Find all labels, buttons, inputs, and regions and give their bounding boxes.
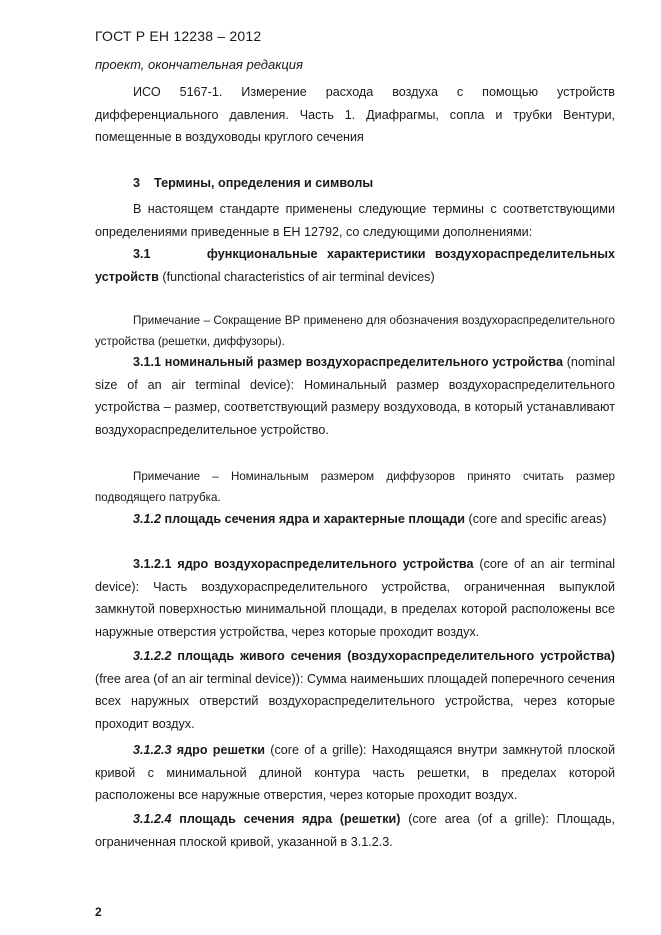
term-number: 3.1.1 bbox=[133, 355, 162, 369]
section-heading bbox=[133, 176, 373, 190]
note-1 bbox=[95, 311, 615, 352]
term-english: (core of a grille): bbox=[270, 743, 367, 757]
term-3-1-2-1 bbox=[95, 553, 615, 644]
document-title: ГОСТ Р ЕН 12238 – 2012 bbox=[95, 28, 262, 44]
note-text: Примечание – Сокращение ВР применено для обозначения воздухораспределительного устройства (решетки, диффузоры). bbox=[95, 314, 615, 348]
term-3-1-2-2 bbox=[95, 645, 615, 736]
note-text: Примечание – Номинальным размером диффузоров принято считать размер подводящего патрубка. bbox=[95, 470, 615, 504]
section-intro bbox=[95, 198, 615, 243]
term-3-1-2-4 bbox=[95, 808, 615, 853]
section-title: Термины, определения и символы bbox=[154, 176, 374, 190]
term-3-1-2-3 bbox=[95, 739, 615, 807]
term-number: 3.1.2.3 bbox=[133, 743, 172, 757]
term-title: площадь живого сечения (воздухораспределительного устройства) bbox=[177, 649, 615, 663]
term-english: (core and specific areas) bbox=[468, 512, 607, 526]
term-number: 3.1 bbox=[133, 247, 151, 261]
page-number: 2 bbox=[95, 905, 102, 919]
term-3-1-2 bbox=[95, 508, 615, 531]
section-intro-text: В настоящем стандарте применены следующие термины с соответствующими определениями приведенные в ЕН 12792, со следующими дополнениями: bbox=[95, 202, 615, 239]
term-definition: Находящаяся внутри замкнутой плоской кривой с минимальной длиной контура часть решетки, в пределах которой расположены все наружные отверстия, через которые проходит воздух. bbox=[95, 743, 615, 803]
term-title: номинальный размер воздухораспределительного устройства bbox=[164, 355, 563, 369]
term-definition: Сумма наименьших площадей поперечного сечения всех наружных отверстий воздухораспределительного устройства, через которые проходит воздух. bbox=[95, 671, 615, 732]
reference-text: ИСО 5167-1. Измерение расхода воздуха с помощью устройств дифференциального давления. Часть 1. Диафрагмы, сопла и трубки Вентури, помещенные в воздуховоды круглого сечения bbox=[95, 85, 615, 145]
term-title: ядро решетки bbox=[176, 743, 266, 757]
section-number: 3 bbox=[133, 176, 141, 190]
term-number: 3.1.2.1 bbox=[133, 557, 172, 571]
term-title: функциональные характеристики воздухораспределительных устройств bbox=[95, 247, 615, 284]
term-definition: Номинальный размер воздухораспределительного устройства – размер, соответствующий размеру воздуховода, в который устанавливают воздухораспределительное устройство. bbox=[95, 377, 616, 438]
term-english: (core of an air terminal device): bbox=[95, 557, 615, 594]
term-english: (functional characteristics of air terminal devices) bbox=[162, 269, 435, 284]
term-title: площадь сечения ядра и характерные площади bbox=[164, 512, 466, 526]
term-3-1-1 bbox=[95, 351, 615, 442]
term-number: 3.1.2.4 bbox=[133, 812, 172, 826]
term-english: (free area (of an air terminal device)): bbox=[95, 671, 304, 686]
term-3-1 bbox=[95, 243, 615, 288]
term-number: 3.1.2.2 bbox=[133, 649, 172, 663]
term-definition: Площадь, ограниченная плоской кривой, указанной в 3.1.2.3. bbox=[95, 812, 616, 849]
document-status: проект, окончательная редакция bbox=[95, 57, 303, 72]
term-title: ядро воздухораспределительного устройства bbox=[177, 557, 474, 571]
reference-paragraph bbox=[95, 81, 615, 149]
term-english: (core area (of a grille): bbox=[408, 812, 549, 826]
note-2 bbox=[95, 467, 615, 508]
term-english: (nominal size of an air terminal device): bbox=[95, 355, 616, 392]
term-number: 3.1.2 bbox=[133, 512, 162, 526]
term-title: площадь сечения ядра (решетки) bbox=[179, 812, 401, 826]
term-definition: Часть воздухораспределительного устройства, ограниченная выпуклой замкнутой поверхностью минимальной площади, в пределах которой расположены все наружные отверстия устройства, через которые проходит воздух. bbox=[95, 579, 616, 640]
